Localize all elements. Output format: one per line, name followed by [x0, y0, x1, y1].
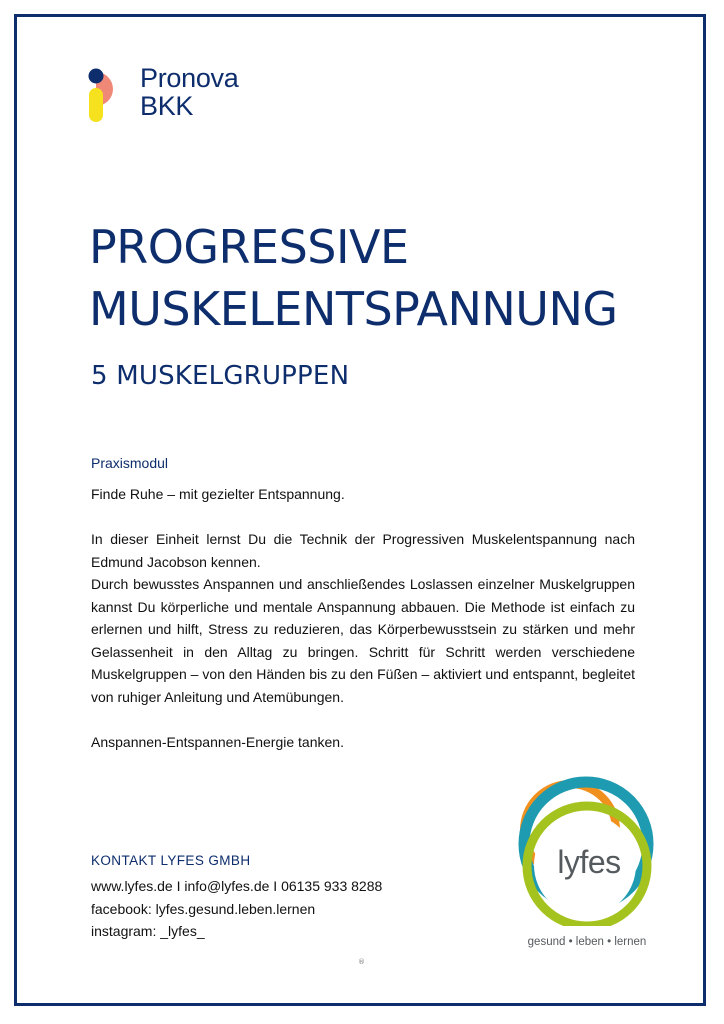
- title-line2: MUSKELENTSPANNUNG: [89, 282, 618, 336]
- contact-details: [91, 875, 382, 943]
- title-line1: PROGRESSIVE: [89, 220, 409, 274]
- paragraph-technique: In dieser Einheit lernst Du die Technik der Progressiven Muskelentspannung nach Edmund Jacobson kennen.: [91, 531, 635, 570]
- pronova-logo-icon: [88, 66, 128, 124]
- brand-name-line2: BKK: [140, 91, 194, 121]
- contact-web-email-phone: www.lyfes.de I info@lyfes.de I 06135 933 8288: [91, 878, 383, 894]
- lyfes-tagline: gesund • leben • lernen: [527, 936, 647, 948]
- registered-mark: ®: [358, 958, 365, 966]
- contact-heading: KONTAKT LYFES GMBH: [91, 853, 251, 868]
- closing-text: Anspannen-Entspannen-Energie tanken.: [91, 733, 344, 750]
- contact-instagram: instagram: _lyfes_: [91, 923, 205, 939]
- lyfes-wordmark: lyfes: [557, 844, 621, 880]
- intro-text: Finde Ruhe – mit gezielter Entspannung.: [91, 486, 345, 502]
- lyfes-logo: [512, 776, 662, 954]
- module-label: Praxismodul: [91, 455, 169, 471]
- pronova-bkk-logo: [88, 63, 239, 124]
- page-subtitle: 5 MUSKELGRUPPEN: [91, 361, 350, 391]
- page-title: [89, 216, 618, 340]
- brand-name-line1: Pronova: [140, 63, 239, 93]
- paragraph-method: Durch bewusstes Anspannen und anschließendes Loslassen einzelner Muskelgruppen kannst Du körperliche und mentale Anspannung abbauen. Die Methode ist einfach zu erlernen und hilft, Stress zu reduzieren, das Körperbewusstsein zu stärken und mehr Gelassenheit in den Alltag zu bringen. Schritt für Schritt werden verschiedene Muskelgruppen – von den Händen bis zu den Füßen – aktiviert und entspannt, begleitet von ruhiger Anleitung und Atemübungen.: [91, 576, 635, 705]
- contact-facebook: facebook: lyfes.gesund.leben.lernen: [91, 900, 316, 917]
- body-text: [91, 483, 635, 753]
